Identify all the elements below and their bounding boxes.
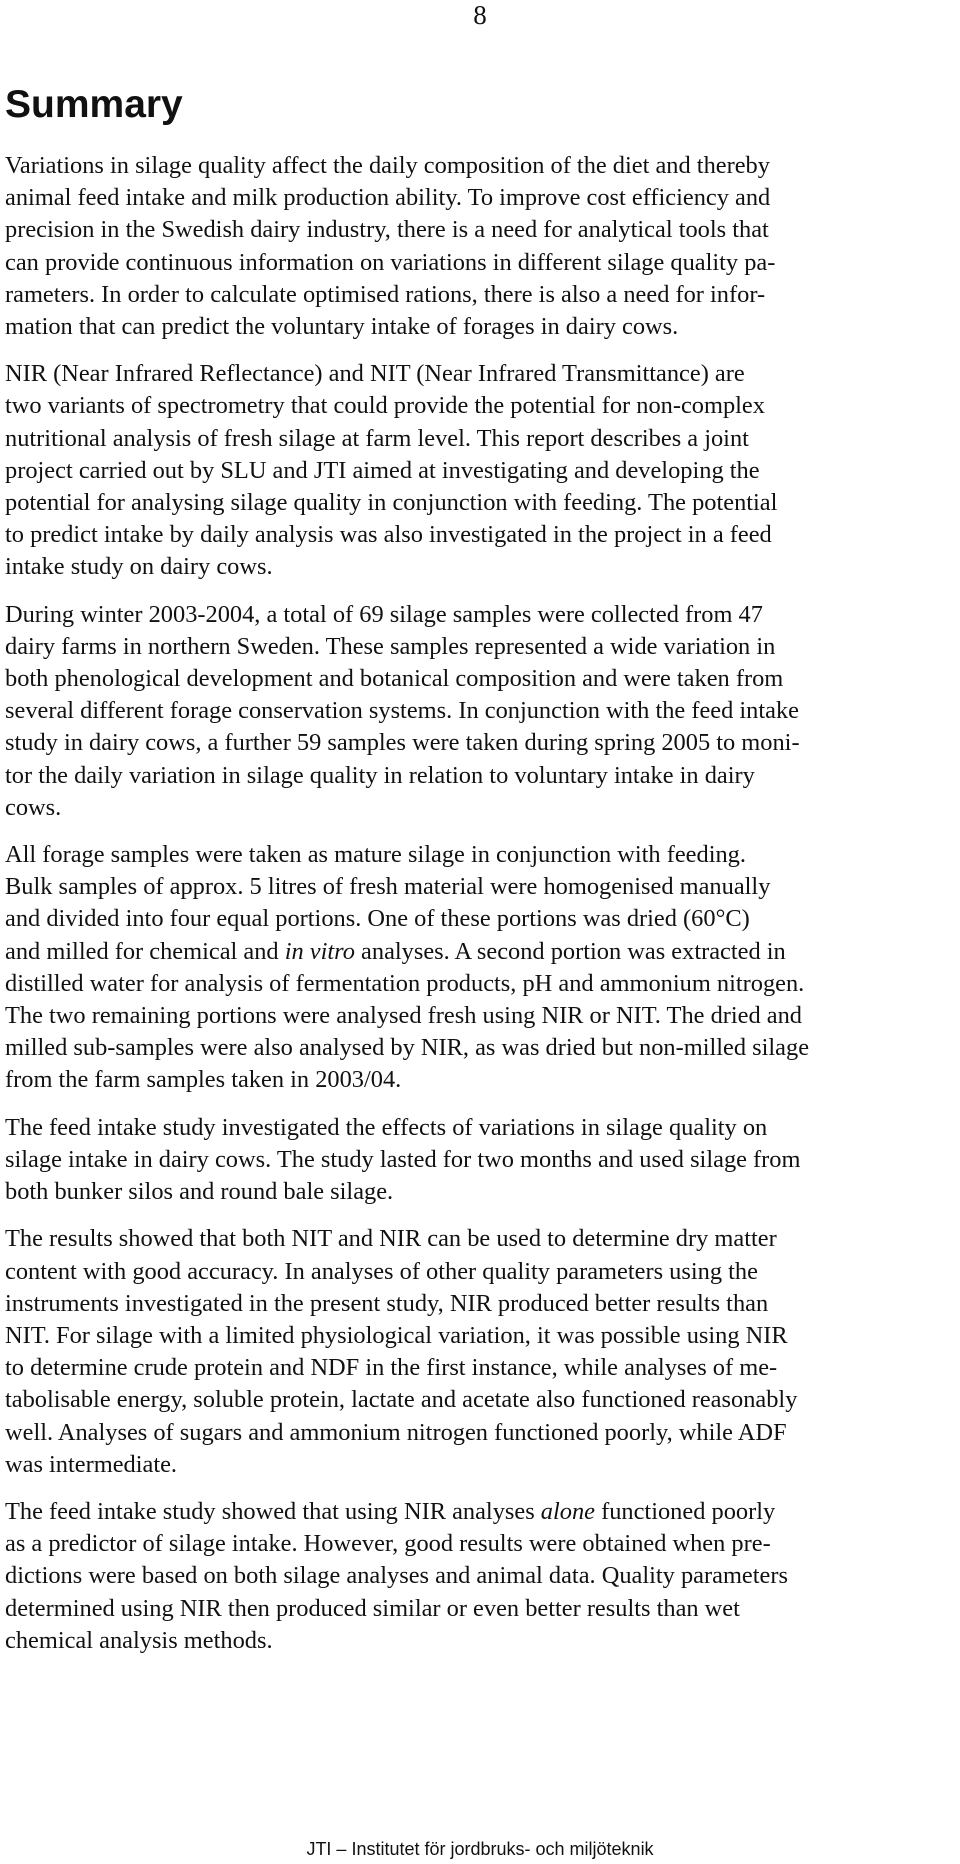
paragraph [5,358,955,583]
page-footer: JTI – Institutet för jordbruks- och miljöteknik [306,1839,654,1859]
text-line: NIT. For silage with a limited physiological variation, it was possible using NIR [5,1321,788,1349]
text-line: dairy farms in northern Sweden. These samples represented a wide variation in [5,632,776,660]
text-line: The two remaining portions were analysed fresh using NIR or NIT. The dried and [5,1002,802,1030]
text-line: and milled for chemical and in vitro analyses. A second portion was extracted in [5,937,786,965]
text-line: All forage samples were taken as mature silage in conjunction with feeding. [5,841,746,869]
text-line: During winter 2003-2004, a total of 69 silage samples were collected from 47 [5,600,763,628]
text-line: was intermediate. [5,1450,178,1478]
text-line: well. Analyses of sugars and ammonium nitrogen functioned poorly, while ADF [5,1418,787,1446]
summary-body [5,150,955,1672]
text-line: project carried out by SLU and JTI aimed at investigating and developing the [5,456,760,484]
text-line: content with good accuracy. In analyses of other quality parameters using the [5,1257,758,1285]
text-line: can provide continuous information on variations in different silage quality pa- [5,248,776,276]
text-line: tabolisable energy, soluble protein, lactate and acetate also functioned reasonably [5,1386,798,1414]
text-line: to predict intake by daily analysis was also investigated in the project in a feed [5,521,772,549]
text-line: nutritional analysis of fresh silage at farm level. This report describes a joint [5,424,749,452]
text-line: instruments investigated in the present study, NIR produced better results than [5,1289,769,1317]
italic-term: in vitro [284,937,355,965]
text-line: tor the daily variation in silage quality in relation to voluntary intake in dairy [5,761,755,789]
text-line: dictions were based on both silage analyses and animal data. Quality parameters [5,1562,788,1590]
text-line: several different forage conservation systems. In conjunction with the feed intake [5,697,800,725]
text-line: NIR (Near Infrared Reflectance) and NIT (Near Infrared Transmittance) are [5,360,745,388]
text-line: distilled water for analysis of fermentation products, pH and ammonium nitrogen. [5,969,805,997]
text-line: from the farm samples taken in 2003/04. [5,1066,402,1094]
text-line: milled sub-samples were also analysed by NIR, as was dried but non-milled silage [5,1034,810,1062]
paragraph [5,1496,955,1657]
page-title: Summary [5,83,183,126]
text-line: mation that can predict the voluntary intake of forages in dairy cows. [5,313,679,341]
text-line: potential for analysing silage quality in conjunction with feeding. The potential [5,489,778,517]
text-line: as a predictor of silage intake. However, good results were obtained when pre- [5,1530,771,1558]
text-line: chemical analysis methods. [5,1626,273,1654]
text-line: The results showed that both NIT and NIR can be used to determine dry matter [5,1225,777,1253]
page-number: 8 [473,0,487,30]
text-line: Bulk samples of approx. 5 litres of fresh material were homogenised manually [5,873,771,901]
text-line: silage intake in dairy cows. The study lasted for two months and used silage from [5,1145,801,1173]
text-line: determined using NIR then produced similar or even better results than wet [5,1594,740,1622]
text-line: cows. [5,793,62,821]
paragraph [5,839,955,1097]
text-line: Variations in silage quality affect the daily composition of the diet and thereby [5,152,770,179]
text-line: intake study on dairy cows. [5,553,273,581]
text-line: both bunker silos and round bale silage. [5,1178,394,1206]
text-line: animal feed intake and milk production ability. To improve cost efficiency and [5,184,771,212]
text-line: both phenological development and botanical composition and were taken from [5,665,784,693]
paragraph [5,150,955,343]
paragraph [5,1112,955,1209]
text-line: and divided into four equal portions. One of these portions was dried (60°C) [5,905,750,933]
text-line: to determine crude protein and NDF in the first instance, while analyses of me- [5,1354,778,1382]
text-line: precision in the Swedish dairy industry, there is a need for analytical tools that [5,216,769,244]
text-line: study in dairy cows, a further 59 samples were taken during spring 2005 to moni- [5,729,800,757]
italic-term: alone [540,1497,595,1525]
text-line: rameters. In order to calculate optimised rations, there is also a need for infor- [5,280,766,308]
paragraph [5,1223,955,1481]
text-line: The feed intake study showed that using NIR analyses alone functioned poorly [5,1497,776,1525]
text-line: The feed intake study investigated the effects of variations in silage quality on [5,1113,768,1141]
paragraph [5,599,955,824]
text-line: two variants of spectrometry that could provide the potential for non-complex [5,392,765,420]
